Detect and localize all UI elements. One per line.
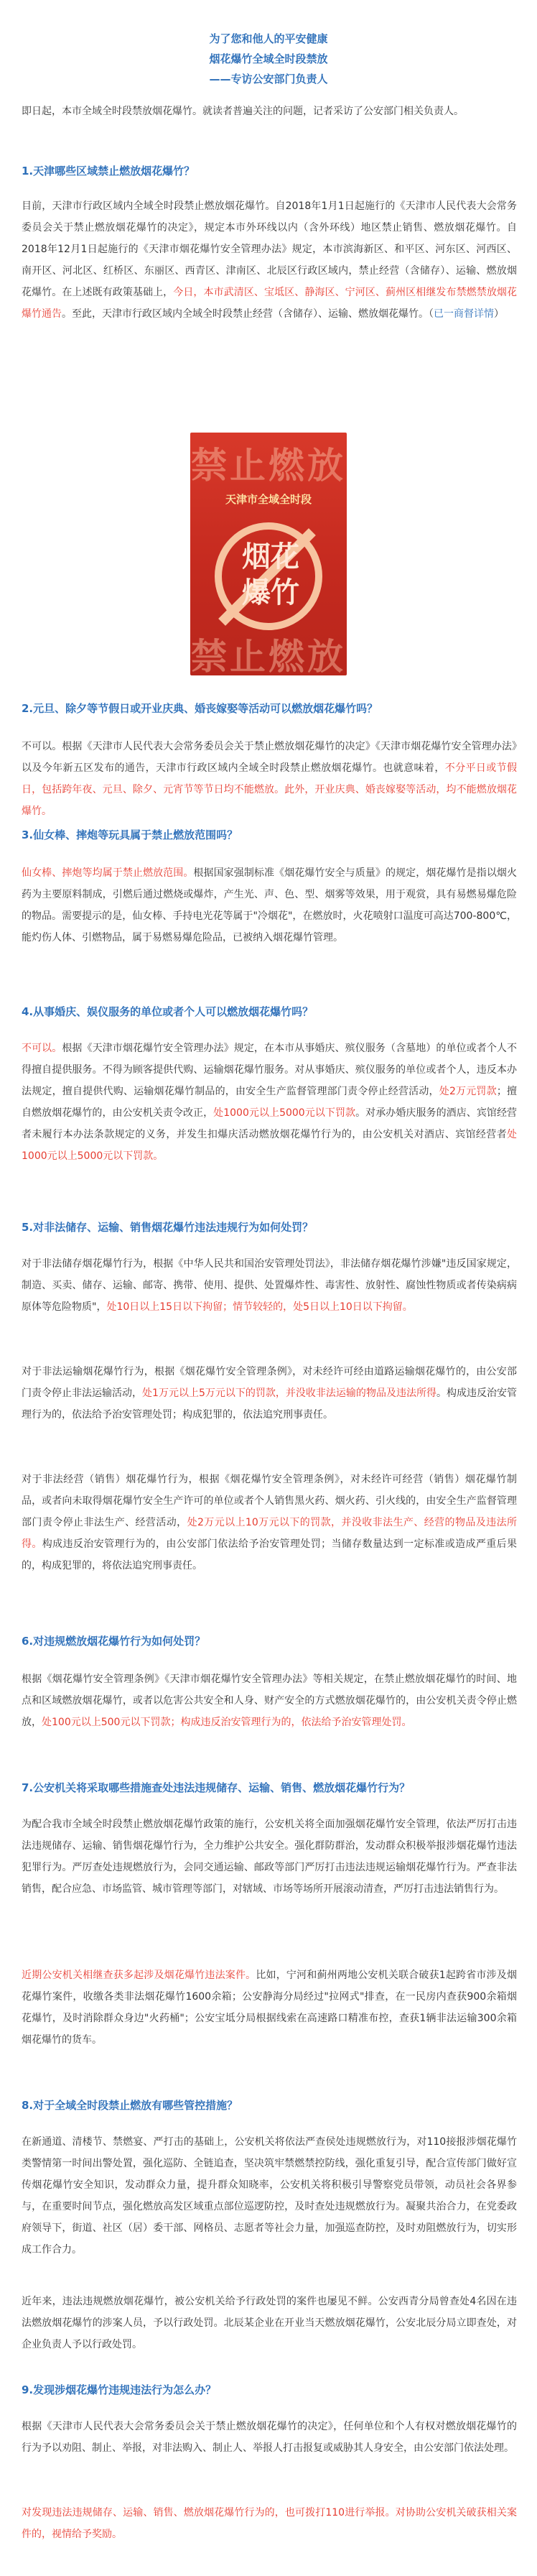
intro-title	[0, 29, 537, 89]
ban-poster	[190, 433, 347, 675]
question-2-heading: 2.元旦、除夕等节假日或开业庆典、婚丧嫁娶等活动可以燃放烟花爆竹吗？	[22, 702, 378, 715]
answer-5-para-1	[22, 1253, 517, 1318]
answer-5-highlight-3: 处2万元以上10万元以下的罚款，并没收非法生产、经营的物品及违法所得。	[22, 1517, 517, 1550]
question-7-heading: 7.公安机关将采取哪些措施查处违法违规储存、运输、销售、燃放烟花爆竹行为？	[22, 1781, 411, 1794]
answer-1	[22, 195, 517, 325]
question-4-heading: 4.从事婚庆、娱仪服务的单位或者个人可以燃放烟花爆竹吗？	[22, 1005, 314, 1018]
answer-7-text: 比如，宁河和蓟州两地公安机关联合破获1起跨省市涉及烟花爆竹案件，收缴各类非法烟花爆竹1600余箱；公安静海分局经过"拉网式"排查，在一民房内查获900余箱烟花爆竹，及时消除群众身边"火药桶"；公安宝坻分局根据线索在高速路口精准布控，查获1辆非法运输300余箱烟花爆竹的货车。	[22, 1970, 518, 2046]
poster-bottom-text: 禁止燃放	[191, 636, 346, 675]
answer-5-text-4: 对于非法经营（销售）烟花爆竹行为，根据《烟花爆竹安全管理条例》，对未经许可经营（销售）烟花爆竹制品，或者向未取得烟花爆竹安全生产许可的单位或者个人销售黑火药、烟火药、引火线的，由安全生产监督管理部门责令停止非法生产、经营活动，	[22, 1474, 517, 1528]
answer-8-para-1: 在新通道、清楼节、禁燃宴、严打击的基础上，公安机关将依法严查侯处违规燃放行为，对110接报涉烟花爆竹类警情第一时间出警处置，强化巡防、全链追查，坚决筑牢禁燃禁控防线，强化重复引导，配合宣传部门做好宣传烟花爆竹安全知识，发动群众力量，提升群众知晓率，公安机关将积极引导警察党员带领，动员社会各界参与，在重要时间节点，强化燃放高发区域重点部位巡逻防控，及时查处违规燃放行为。凝聚共治合力，在党委政府领导下，街道、社区（居）委干部、网格员、志愿者等社会力量，加强巡查防控，及时劝阻燃放行为，切实形成工作合力。	[22, 2136, 517, 2256]
detail-link[interactable]: 已一商督详情	[434, 308, 494, 320]
answer-1-text-3: ）	[494, 308, 504, 320]
answer-7-para-1: 为配合我市全域全时段禁止燃放烟花爆竹政策的施行，公安机关将全面加强烟花爆竹安全管理，依法严厉打击违法违规储存、运输、销售烟花爆竹行为，全力维护公共安全。强化群防群治，发动群众积极举报涉烟花爆竹违法犯罪行为。严厉查处违规燃放行为，会同交通运输、邮政等部门严厉打击违法违规运输烟花爆竹行为。严查非法销售，配合应急、市场监管、城市管理等部门，对辖域、市场等场所开展滚动清查，严厉打击违法销售行为。	[22, 1819, 517, 1895]
intro-line-1: 为了您和他人的平安健康	[209, 32, 328, 45]
poster-line-1: 烟花	[242, 540, 299, 573]
answer-4-highlight-4: 处1000元以上5000元以下罚款。	[22, 1129, 517, 1162]
answer-1-text: 目前，天津市行政区域内全域全时段禁止燃放烟花爆竹。自2018年1月1日起施行的《天津市人民代表大会常务委员会关于禁止燃放烟花爆竹的决定》，规定本市外环线以内（含外环线）地区禁止销售、燃放烟花爆竹。自2018年12月1日起施行的《天津市烟花爆竹安全管理办法》规定，本市滨海新区、和平区、河东区、河西区、南开区、河北区、红桥区、东丽区、西青区、津南区、北辰区行政区域内，禁止经营（含储存）、运输、燃放烟花爆竹。在上述既有政策基础上，	[22, 200, 517, 298]
poster-top-text: 禁止燃放	[191, 445, 346, 486]
answer-4-text-2: ；擅自燃放烟花爆竹的，由公安机关责令改正，	[22, 1086, 518, 1119]
answer-7-para-2	[22, 1965, 517, 2051]
answer-9-para-2	[22, 2502, 517, 2545]
question-1-heading: 1.天津哪些区域禁止燃放烟花爆竹？	[22, 165, 195, 177]
answer-4-highlight-3: 处1000元以上5000元以下罚款	[213, 1107, 356, 1119]
answer-9-highlight: 对发现违法违规储存、运输、销售、燃放烟花爆竹行为的，也可拨打110进行举报。对协助公安机关破获相关案件的，视情给予奖励。	[22, 2507, 517, 2540]
answer-4-text-3: 。对承办婚庆服务的酒店、宾馆经营者未履行本办法条款规定的义务，并发生扣爆庆活动燃放烟花爆竹行为的，由公安机关对酒店、宾馆经营者	[22, 1107, 518, 1140]
answer-5-para-3	[22, 1469, 517, 1576]
answer-4-text-1: 根据《天津市烟花爆竹安全管理办法》规定，在本市从事婚庆、殡仪服务（含墓地）的单位或者个人不得擅自提供服务。不得为顾客提供代购、运输烟花爆竹服务。对从事婚庆、殡仪服务的单位或者个人，违反本办法规定，擅自提供代购、运输烟花爆竹制品的，由安全生产监督管理部门责令停止经营活动，	[22, 1043, 518, 1097]
answer-8-para-2: 近年来，违法违规燃放烟花爆竹，被公安机关给予行政处罚的案件也屡见不鲜。公安西青分局曾查处4名因在违法燃放烟花爆竹的涉案人员，予以行政处罚。北辰某企业在开业当天燃放烟花爆竹，公安北辰分局立即查处，对企业负责人予以行政处罚。	[22, 2296, 517, 2350]
answer-5-text-3: 。构成违反治安管理行为的，依法给予治安管理处罚；构成犯罪的，依法追究刑事责任。	[22, 1388, 517, 1421]
answer-4	[22, 1038, 517, 1167]
answer-1-text-2: 。至此，天津市行政区域内全域全时段禁止经营（含储存）、运输、燃放烟花爆竹。（	[62, 308, 434, 320]
question-3-heading: 3.仙女棒、摔炮等玩具属于禁止燃放范围吗？	[22, 828, 238, 841]
answer-5-highlight-1: 处10日以上15日以下拘留；情节较轻的，处5日以上10日以下拘留。	[106, 1301, 413, 1313]
question-6-heading: 6.对违规燃放烟花爆竹行为如何处罚？	[22, 1635, 206, 1648]
question-5-heading: 5.对非法储存、运输、销售烟花爆竹违法违规行为如何处罚？	[22, 1221, 314, 1234]
answer-4-highlight-1: 不可以。	[22, 1043, 62, 1054]
answer-5-text-1: 对于非法储存烟花爆竹行为，根据《中华人民共和国治安管理处罚法》，非法储存烟花爆竹涉嫌"违反国家规定，制造、买卖、储存、运输、邮寄、携带、使用、提供、处置爆炸性、毒害性、放射性、腐蚀性物质或者传染病病原体等危险物质"，	[22, 1258, 517, 1313]
answer-5-highlight-2: 处1万元以上5万元以下的罚款，并没收非法运输的物品及违法所得	[142, 1388, 436, 1399]
question-8-heading: 8.对于全域全时段禁止燃放有哪些管控措施？	[22, 2099, 238, 2112]
answer-5-para-2	[22, 1361, 517, 1426]
answer-3-highlight: 仙女棒、摔炮等均属于禁止燃放范围。	[22, 867, 194, 879]
answer-6-text: 根据《烟花爆竹安全管理条例》《天津市烟花爆竹安全管理办法》等相关规定，在禁止燃放烟花爆竹的时间、地点和区域燃放烟花爆竹，或者以危害公共安全和人身、财产安全的方式燃放烟花爆竹的，由公安机关责令停止燃放，	[22, 1674, 517, 1728]
poster-line-2: 爆竹	[242, 576, 299, 609]
answer-3-text: 根据国家强制标准《烟花爆竹安全与质量》的规定，烟花爆竹是指以烟火药为主要原料制成，引燃后通过燃烧或爆炸，产生光、声、色、型、烟雾等效果，用于观赏，具有易燃易爆危险的物品。需要提示的是，仙女棒、手持电光花等属于"冷烟花"，在燃放时，火花喷射口温度可高达700-800℃，能灼伤人体、引燃物品，属于易燃易爆危险品，已被纳入烟花爆竹管理。	[22, 867, 518, 943]
answer-6	[22, 1668, 517, 1733]
answer-7-highlight: 近期公安机关相继查获多起涉及烟花爆竹违法案件。	[22, 1970, 256, 1981]
answer-9-para-1: 根据《天津市人民代表大会常务委员会关于禁止燃放烟花爆竹的决定》，任何单位和个人有权对燃放烟花爆竹的行为予以劝阻、制止、举报，对非法购入、制止人、举报人打击报复或威胁其人身安全，由公安部门依法处理。	[22, 2421, 517, 2454]
answer-4-highlight-2: 处2万元罚款	[439, 1086, 497, 1097]
question-9-heading: 9.发现涉烟花爆竹违规违法行为怎么办？	[22, 2383, 217, 2396]
lead-paragraph: 即日起，本市全域全时段禁放烟花爆竹。就读者普遍关注的问题，记者采访了公安部门相关负责人。	[22, 106, 464, 117]
answer-1-highlight: 今日，本市武清区、宝坻区、静海区、宁河区、蓟州区相继发布禁燃禁放烟花爆竹通告	[22, 287, 517, 320]
intro-line-3: ——专访公安部门负责人	[209, 73, 328, 86]
answer-2-highlight: 不分平日或节假日，包括跨年夜、元旦、除夕、元宵节等节日均不能燃放。此外，开业庆典、婚丧嫁娶等活动，均不能燃放烟花爆竹。	[22, 762, 518, 817]
answer-2	[22, 736, 517, 822]
answer-3	[22, 862, 517, 948]
answer-2-text: 不可以。根据《天津市人民代表大会常务委员会关于禁止燃放烟花爆竹的决定》《天津市烟花爆竹安全管理办法》以及今年新五区发布的通告，天津市行政区域内全域全时段禁止燃放烟花爆竹。也就意味着，	[22, 741, 517, 774]
poster-subtitle: 天津市全域全时段	[225, 493, 312, 506]
answer-5-text-2: 对于非法运输烟花爆竹行为，根据《烟花爆竹安全管理条例》，对未经许可经由道路运输烟花爆竹的，由公安部门责令停止非法运输活动，	[22, 1366, 517, 1399]
intro-line-2: 烟花爆竹全域全时段禁放	[209, 52, 328, 65]
answer-6-highlight: 处100元以上500元以下罚款；构成违反治安管理行为的，依法给予治安管理处罚。	[42, 1717, 412, 1728]
answer-5-text-5: 构成违反治安管理行为的，由公安部门依法给予治安管理处罚；当储存数量达到一定标准或造成严重后果的，构成犯罪的，将依法追究刑事责任。	[22, 1538, 518, 1571]
